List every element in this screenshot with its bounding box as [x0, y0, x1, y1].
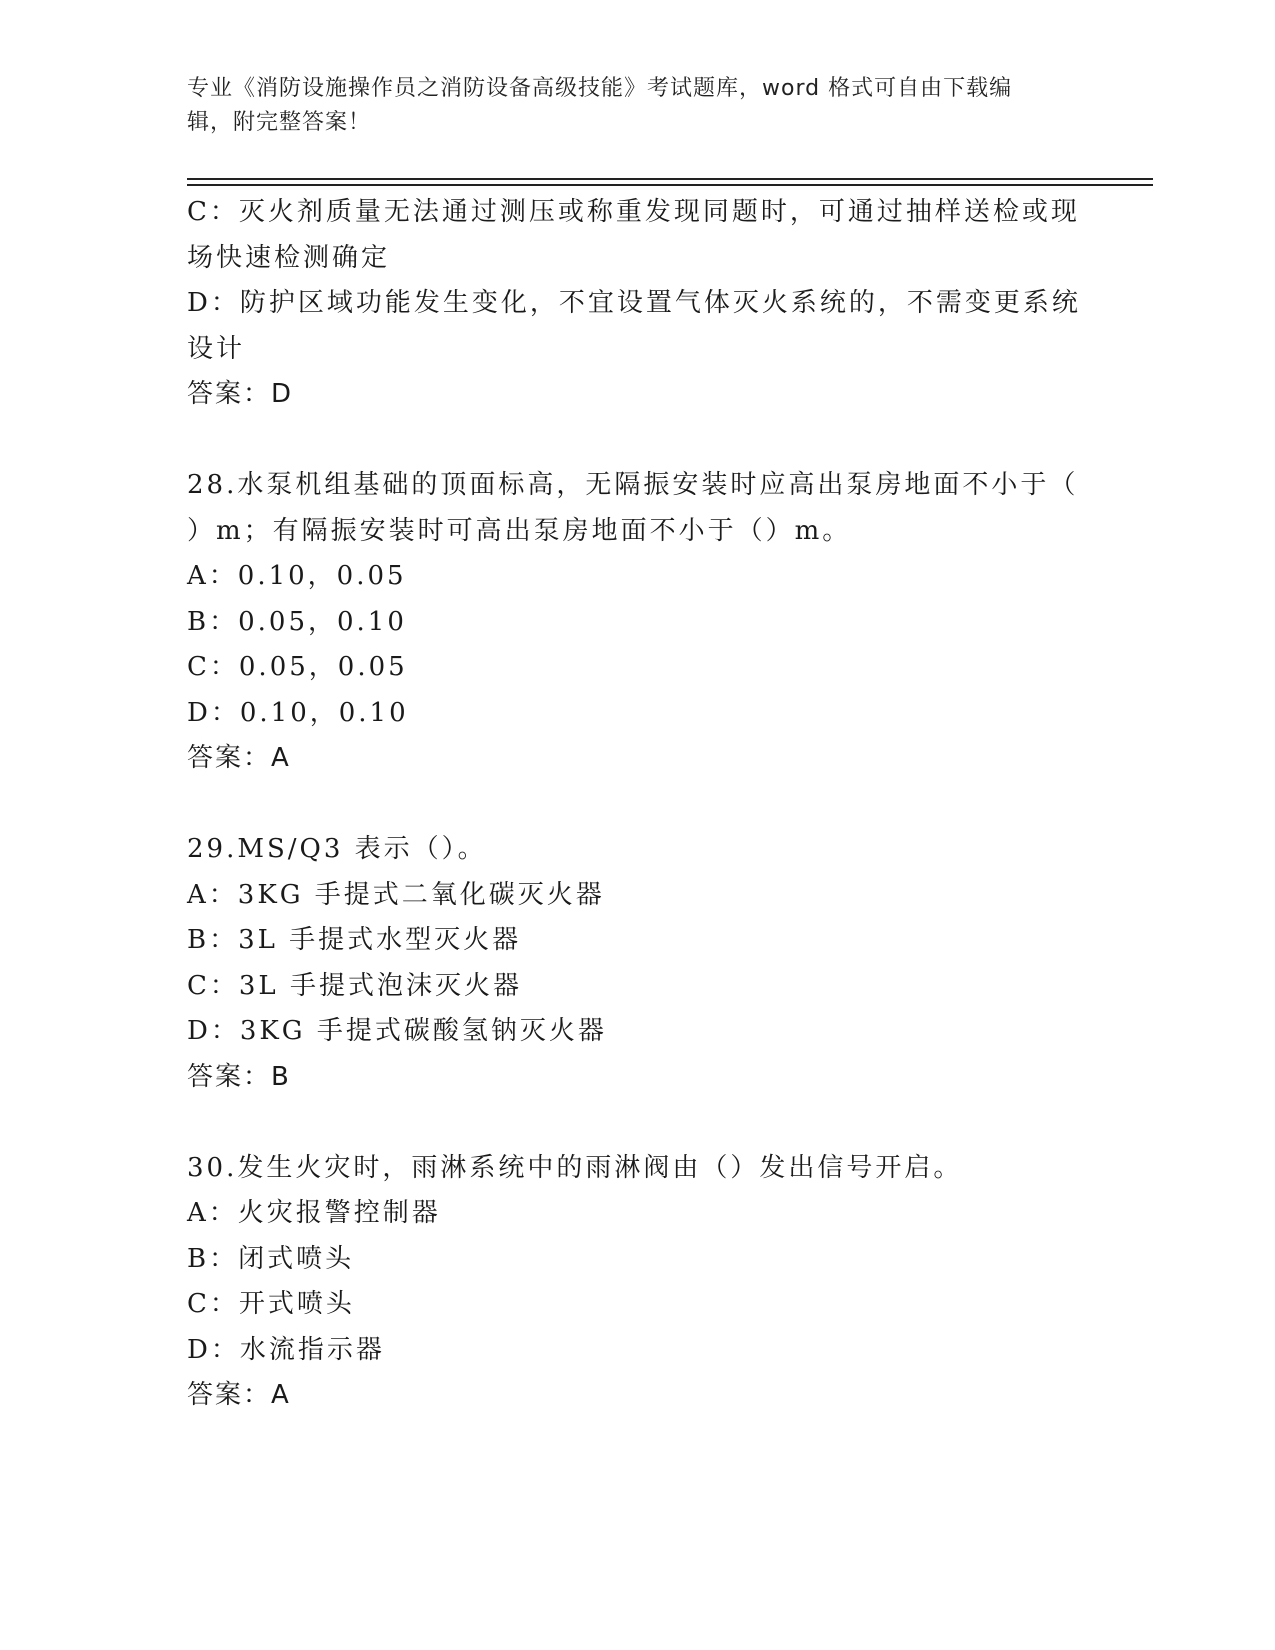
option-d-line-2: 设计 — [187, 333, 246, 364]
option-c: C：3L 手提式泡沫灭火器 — [187, 970, 522, 1001]
spacer — [187, 1100, 1087, 1146]
option-d: D：3KG 手提式碳酸氢钠灭火器 — [187, 1016, 607, 1046]
option-c: C：开式喷头 — [187, 1289, 355, 1319]
question-stem: 29.MS/Q3 表示（）。 — [187, 834, 487, 864]
answer: 答案：A — [187, 1380, 291, 1410]
question-28 — [187, 463, 1087, 782]
option-c-line-1: C：灭火剂质量无法通过测压或称重发现同题时，可通过抽样送检或现 — [187, 197, 1080, 227]
spacer — [187, 418, 1087, 464]
answer: 答案：D — [187, 379, 294, 409]
spacer — [187, 782, 1087, 828]
header-divider-top — [187, 178, 1153, 180]
header-divider-bottom — [187, 184, 1153, 186]
option-c: C：0.05，0.05 — [187, 652, 408, 682]
option-b: B：闭式喷头 — [187, 1243, 355, 1274]
question-stem-line-2: ）m；有隔振安装时可高出泵房地面不小于（）m。 — [187, 515, 852, 546]
option-d: D：水流指示器 — [187, 1334, 385, 1365]
header-line-2: 辑，附完整答案！ — [187, 110, 372, 135]
question-stem-line-1: 28.水泵机组基础的顶面标高，无隔振安装时应高出泵房地面不小于（ — [187, 470, 1079, 500]
answer: 答案：B — [187, 1061, 291, 1092]
question-stem: 30.发生火灾时，雨淋系统中的雨淋阀由（）发出信号开启。 — [187, 1152, 963, 1183]
option-a: A：火灾报警控制器 — [187, 1198, 441, 1228]
previous-question-tail — [187, 190, 1087, 418]
header-line-1: 专业《消防设施操作员之消防设备高级技能》考试题库，word 格式可自由下载编 — [187, 76, 1013, 101]
option-a: A：3KG 手提式二氧化碳灭火器 — [187, 879, 605, 910]
option-b: B：0.05，0.10 — [187, 606, 407, 637]
option-d-line-1: D：防护区域功能发生变化，不宜设置气体灭火系统的，不需变更系统 — [187, 288, 1081, 318]
question-29 — [187, 827, 1087, 1100]
question-content — [187, 190, 1087, 1419]
question-30 — [187, 1146, 1087, 1419]
option-c-line-2: 场快速检测确定 — [187, 242, 391, 273]
document-header — [187, 72, 1067, 140]
option-a: A：0.10，0.05 — [187, 561, 407, 591]
option-b: B：3L 手提式水型灭火器 — [187, 925, 522, 955]
answer: 答案：A — [187, 743, 291, 773]
option-d: D：0.10，0.10 — [187, 697, 409, 728]
